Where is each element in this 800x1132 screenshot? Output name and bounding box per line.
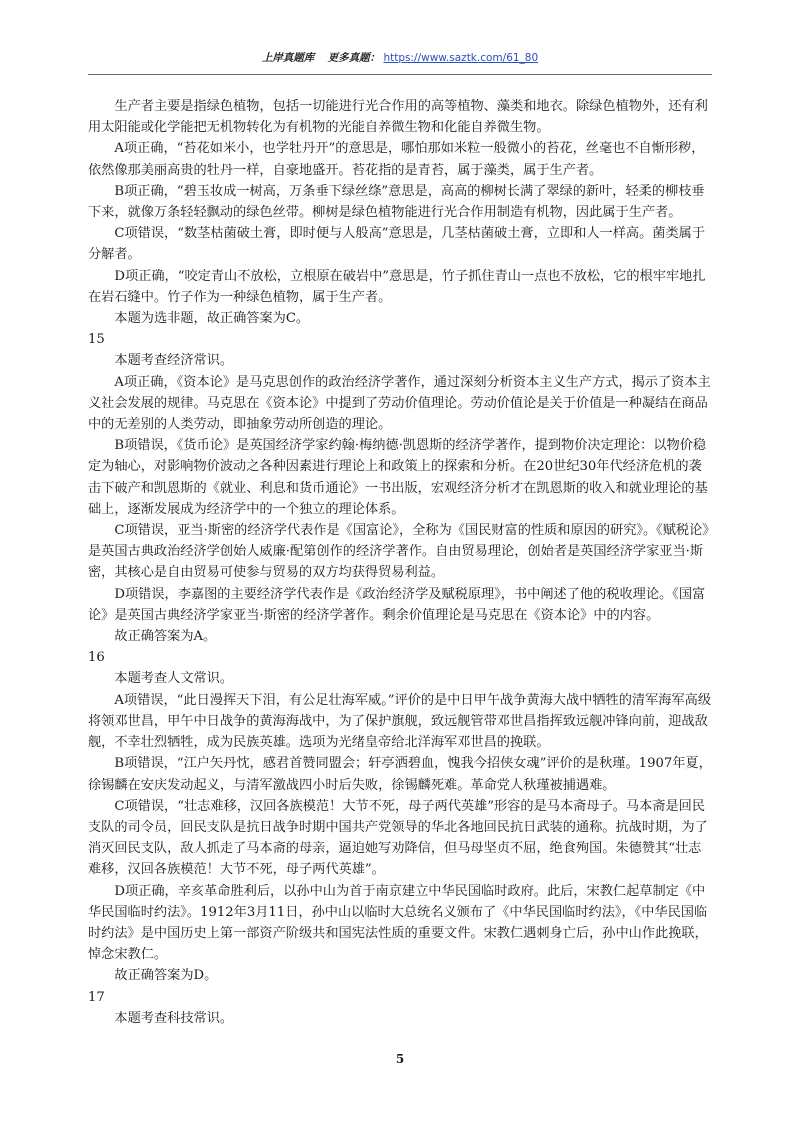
paragraph: B项错误，《货币论》是英国经济学家约翰·梅纳德·凯恩斯的经济学著作，提到物价决定理论：以物价稳定为轴心，对影响物价波动之各种因素进行理论上和政策上的探索和分析。在20世纪30年代经济危机的袭击下破产和凯恩斯的《就业、利息和货币通论》一书出版，宏观经济分析才在凯恩斯的收入和就业理论的基础上，逐渐发展成为经济学中的一个独立的理论体系。	[88, 438, 708, 517]
paragraph: C项错误，“数茎枯菌破土膏，即时便与人般高”意思是，几茎枯菌破土膏，立即和人一样高。菌类属于分解者。	[88, 226, 706, 263]
paragraph: 本题为选非题，故正确答案为C。	[114, 311, 310, 327]
paragraph: D项正确，“咬定青山不放松，立根原在破岩中”意思是，竹子抓住青山一点也不放松，它的根牢牢地扎在岩石缝中。竹子作为一种绿色植物，属于生产者。	[88, 268, 706, 305]
paragraph: B项正确，“碧玉妆成一树高，万条垂下绿丝绦”意思是，高高的柳树长满了翠绿的新叶，轻柔的柳枝垂下来，就像万条轻轻飘动的绿色丝带。柳树是绿色植物能进行光合作用制造有机物，因此属于生产者。	[88, 183, 705, 221]
paragraph: A项正确，《资本论》是马克思创作的政治经济学著作，通过深刻分析资本主义生产方式，揭示了资本主义社会发展的规律。马克思在《资本论》中提到了劳动价值理论。劳动价值论是关于价值是一种凝结在商品中的无差别的人类劳动，即抽象劳动所创造的理论。	[88, 374, 711, 433]
page-number: 5	[395, 1052, 405, 1066]
page-header	[88, 50, 712, 75]
header-url-link[interactable]: https://www.saztk.com/61_80	[383, 52, 539, 64]
paragraph: D项错误，李嘉图的主要经济学代表作是《政治经济学及赋税原理》，书中阐述了他的税收理论。《国富论》是英国古典经济学家亚当·斯密的经济学著作。剩余价值理论是马克思在《资本论》中的内容。	[88, 586, 706, 623]
header-label: 更多真题：	[327, 52, 381, 64]
header-brand: 上岸真题库	[261, 52, 315, 64]
paragraph: 故正确答案为D。	[114, 968, 218, 984]
paragraph: 生产者主要是指绿色植物，包括一切能进行光合作用的高等植物、藻类和地衣。除绿色植物外，还有利用太阳能或化学能把无机物转化为有机物的光能自养微生物和化能自养微生物。	[88, 99, 708, 136]
question-number: 15	[88, 332, 105, 348]
paragraph: A项正确，“苔花如米小，也学牡丹开”的意思是，哪怕那如米粒一般微小的苔花，丝毫也不自惭形秽，依然像那美丽高贵的牡丹一样，自豪地盛开。苔花指的是青苔，属于藻类，属于生产者。	[88, 141, 705, 178]
paragraph: 本题考查人文常识。	[114, 671, 234, 687]
paragraph: 本题考查经济常识。	[114, 353, 234, 369]
paragraph: B项错误，“江户矢丹忱，感君首赞同盟会；轩亭洒碧血，愧我今招侠女魂”评价的是秋瑾。1907年夏，徐锡麟在安庆发动起义，与清军激战四小时后失败，徐锡麟死难。革命党人秋瑾被捕遇难。	[88, 756, 712, 793]
question-number: 17	[88, 989, 105, 1005]
paragraph: 本题考查科技常识。	[114, 1010, 234, 1026]
paragraph: D项正确，辛亥革命胜利后，以孙中山为首于南京建立中华民国临时政府。此后，宋教仁起草制定《中华民国临时约法》。1912年3月11日，孙中山以临时大总统名义颁布了《中华民国临时约法》，《中华民国临时约法》是中国历史上第一部资产阶级共和国宪法性质的重要文件。宋教仁遇刺身亡后，孙中山作此挽联，悼念宋教仁。	[88, 883, 708, 963]
paragraph: C项错误，亚当·斯密的经济学代表作是《国富论》，全称为《国民财富的性质和原因的研究》。《赋税论》是英国古典政治经济学创始人威廉·配第创作的经济学著作。自由贸易理论，创始者是英国经济学家亚当·斯密，其核心是自由贸易可使参与贸易的双方均获得贸易利益。	[88, 523, 709, 581]
paragraph: 故正确答案为A。	[114, 629, 217, 645]
document-body	[88, 96, 714, 1029]
question-number: 16	[88, 650, 105, 666]
paragraph: C项错误，“壮志难移，汉回各族模范！大节不死，母子两代英雄”形容的是马本斋母子。马本斋是回民支队的司令员，回民支队是抗日战争时期中国共产党领导的华北各地回民抗日武装的通称。抗战时期，为了消灭回民支队，敌人抓走了马本斋的母亲，逼迫她写劝降信，但马母坚贞不屈，绝食殉国。朱德赞其“壮志难移，汉回各族模范！大节不死，母子两代英雄”。	[88, 798, 708, 878]
paragraph: A项错误，“此日漫挥天下泪，有公足壮海军威。”评价的是中日甲午战争黄海大战中牺牲的清军海军高级将领邓世昌，甲午中日战争的黄海海战中，为了保护旗舰，致远舰管带邓世昌指挥致远舰冲锋向前，迎战敌舰，不幸壮烈牺牲，成为民族英雄。选项为光绪皇帝给北洋海军邓世昌的挽联。	[88, 692, 712, 751]
